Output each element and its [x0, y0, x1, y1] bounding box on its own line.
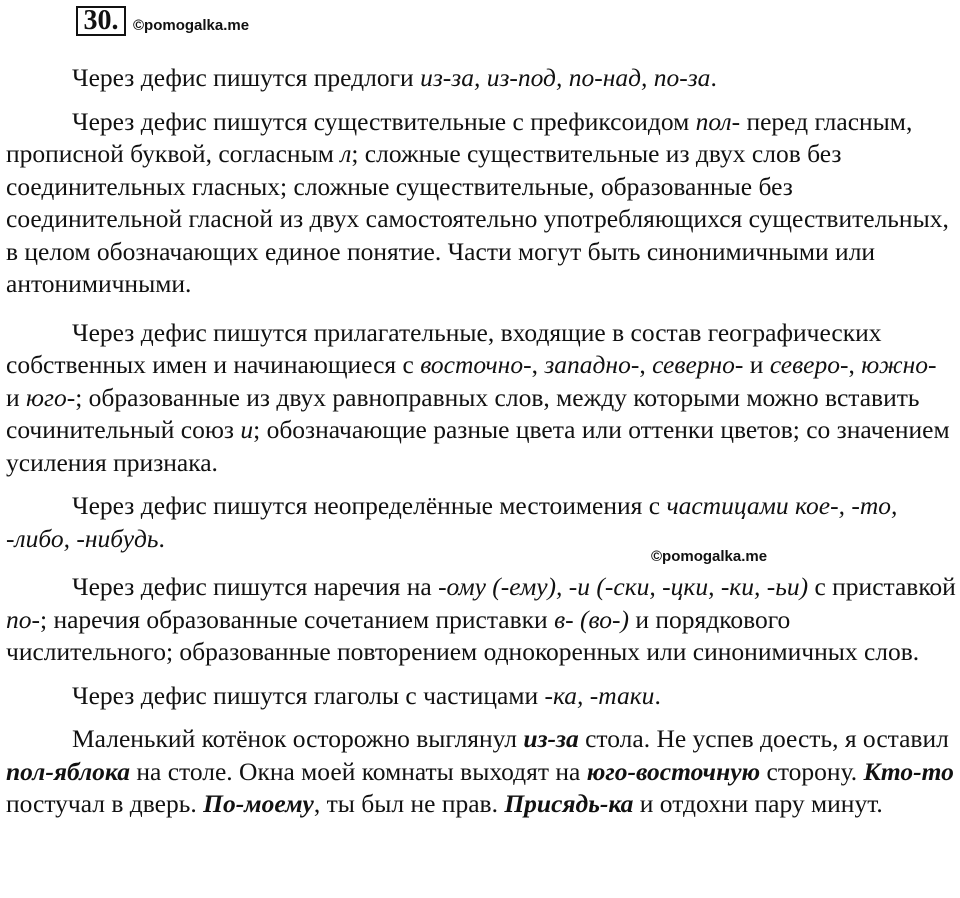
paragraph-examples [6, 723, 956, 821]
italic-term: в- (во-) [554, 604, 629, 634]
italic-term: юго [26, 382, 67, 412]
text-run: ; обозначающие разные цвета или оттенки цветов; со значением усиления признака. [6, 415, 950, 477]
text-run: постучал в дверь. [6, 789, 204, 818]
italic-term: л [340, 139, 352, 168]
text-run: Через дефис пишутся предлоги [72, 63, 421, 92]
text-run: Маленький котёнок осторожно выглянул [72, 724, 524, 753]
italic-term: и [240, 415, 254, 444]
text-run: -; наречия образованные сочетанием приставки [31, 604, 555, 634]
text-run: с приставкой [808, 572, 956, 601]
paragraph-adverbs [6, 571, 956, 669]
text-run: - и [734, 350, 770, 379]
italic-term: восточно [420, 350, 524, 379]
text-run: Через дефис пишутся глаголы с частицами - [72, 680, 553, 710]
text-run: - и [6, 350, 937, 412]
italic-term: южно [861, 350, 929, 379]
text-run: Через дефис пишутся неопределённые местоимения с [72, 491, 667, 520]
bold-example-word: Кто-то [863, 756, 954, 786]
text-run: . [710, 63, 717, 92]
text-run: -, [840, 350, 862, 379]
watermark-top: ©pomogalka.me [133, 17, 250, 34]
text-run: Через дефис пишутся прилагательные, входящие в состав географических собственных имен и начинающиеся с [6, 317, 882, 379]
bold-example-word: юго-восточную [586, 756, 761, 786]
bold-example-word: Присядь-ка [504, 789, 634, 818]
text-run: -, [630, 350, 653, 379]
italic-term: по [6, 604, 32, 634]
task-number-box: 30. [76, 6, 126, 36]
text-run: на столе. Окна моей комнаты выходят на [129, 756, 587, 786]
italic-term: ка, -таки [552, 680, 655, 710]
italic-term: -ому (-ему), -и (-ски, -цки, -ки, -ьи) [438, 572, 809, 601]
text-run: . [654, 680, 661, 710]
italic-term: северно [652, 350, 735, 379]
text-run: стола. Не успев доесть, я оставил [578, 724, 949, 753]
italic-term: западно [544, 350, 631, 379]
italic-term: пол [695, 106, 732, 136]
text-run: сторону. [760, 756, 864, 786]
text-run: Через дефис пишутся существительные с префиксоидом [72, 106, 696, 136]
watermark-middle: ©pomogalka.me [651, 548, 768, 565]
italic-term: из-за, из-под, по-над, по-за [420, 63, 711, 92]
text-run: , ты был не прав. [313, 789, 505, 818]
text-run: . [158, 523, 165, 553]
text-run: -; образованные из двух равноправных слов, между которыми можно вставить сочинительный союз [6, 382, 920, 444]
bold-example-word: из-за [523, 724, 579, 753]
text-run: -, [523, 350, 545, 379]
paragraph-pronouns [6, 490, 956, 555]
text-run: ; сложные существительные из двух слов без соединительных гласных; сложные существительные, образованные без соединительной гласной из двух самостоятельно употребляющихся существительных, в целом обозначающих единое понятие. Части могут быть синонимичными или антонимичными. [6, 139, 949, 298]
text-run: и порядкового числительного; образованные повторением однокоренных или синонимичных слов. [6, 604, 920, 666]
paragraph-verbs [6, 680, 956, 713]
text-run: Через дефис пишутся наречия на [72, 572, 439, 601]
italic-term: северо [769, 350, 840, 379]
paragraph-adjectives [6, 317, 956, 480]
paragraph-prepositions [6, 62, 956, 95]
answer-text [6, 62, 956, 821]
bold-example-word: пол-яблока [6, 756, 130, 786]
paragraph-nouns [6, 106, 956, 301]
text-run: и отдохни пару минут. [633, 789, 883, 818]
italic-term: частицами кое-, -то, -либо, -нибудь [6, 491, 898, 553]
text-run: - перед гласным, прописной буквой, согласным [6, 106, 913, 168]
bold-example-word: По-моему [203, 789, 314, 818]
